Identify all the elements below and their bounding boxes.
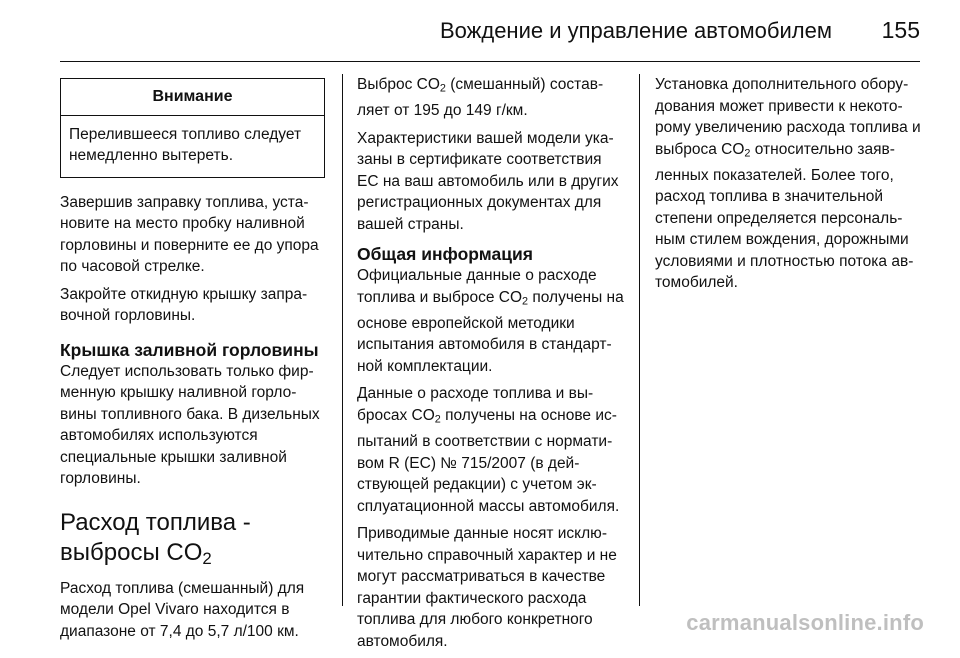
subscript: 2 bbox=[744, 147, 751, 160]
column-divider bbox=[342, 74, 343, 606]
header-divider bbox=[60, 61, 920, 62]
watermark: carmanualsonline.info bbox=[686, 610, 924, 635]
text-run: Установка дополнительного оборудования может привести к некоторому увеличению расхода топлива и выброса CO bbox=[655, 76, 921, 158]
subscript: 2 bbox=[202, 548, 212, 568]
text-run: Данные о расходе топлива и выбросах CO bbox=[357, 385, 594, 424]
warning-text: Перелившееся топливо следует немедленно вытереть. bbox=[69, 125, 302, 164]
paragraph: Расход топлива (смешанный) для модели Opel Vivaro находится в диапазоне от 7,4 до 5,7 л/100 км. bbox=[60, 579, 305, 640]
subscript: 2 bbox=[434, 413, 441, 426]
column-middle bbox=[357, 74, 625, 658]
warning-box bbox=[60, 78, 325, 178]
section-heading-line1: Расход топлива - bbox=[60, 508, 251, 536]
subscript: 2 bbox=[439, 82, 446, 95]
page-number: 155 bbox=[881, 17, 920, 43]
column-divider bbox=[639, 74, 640, 606]
text-run: Выброс CO bbox=[357, 76, 440, 93]
paragraph: Характеристики вашей модели указаны в сертификате соответствия ЕС на ваш автомобиль или в других регистрационных документах для вашей страны. bbox=[357, 129, 619, 233]
paragraph bbox=[357, 383, 625, 517]
subheading-general-info: Общая информация bbox=[357, 244, 533, 265]
paragraph: Следует использовать только фирменную крышку наливной горловины топливного бака. В дизельных автомобилях используются специальные крышки заливной горловины. bbox=[60, 362, 320, 487]
paragraph: Закройте откидную крышку заправочной горловины. bbox=[60, 285, 308, 324]
page-header bbox=[0, 0, 960, 62]
paragraph bbox=[655, 74, 923, 294]
subheading-fuel-cap: Крышка заливной горловины bbox=[60, 339, 319, 360]
column-right bbox=[655, 74, 923, 300]
paragraph bbox=[357, 265, 625, 377]
column-left bbox=[60, 72, 325, 648]
section-heading-fuel-consumption bbox=[60, 508, 325, 574]
section-heading-line2: выбросы CO bbox=[60, 538, 203, 566]
text-run: получены на основе европейской методики испытания автомобиля в стандартной комплектации. bbox=[357, 288, 624, 375]
subscript: 2 bbox=[522, 295, 529, 308]
header-title: Вождение и управление автомобилем bbox=[439, 18, 832, 43]
paragraph bbox=[357, 74, 625, 122]
text-run: Официальные данные о расходе топлива и выбросе CO bbox=[357, 267, 597, 306]
paragraph: Завершив заправку топлива, установите на место пробку наливной горловины и поверните ее до упора по часовой стрелке. bbox=[60, 193, 319, 275]
text-run: (смешанный) составляет от 195 до 149 г/км. bbox=[357, 76, 604, 120]
text-run: относительно заявленных показателей. Более того, расход топлива в значительной степени определяется персональным стилем вождения, дорожными условиями и плотностью потока автомобилей. bbox=[655, 140, 914, 292]
text-run: получены на основе испытаний в соответствии с нормативом R (EC) № 715/2007 (в действующей редакции) с учетом эксплуатационной массы автомобиля. bbox=[357, 406, 620, 515]
paragraph: Приводимые данные носят исключительно справочный характер и не могут рассматриваться в качестве гарантии фактического расхода топлива для любого конкретного автомобиля. bbox=[357, 525, 617, 650]
warning-title: Внимание bbox=[61, 79, 324, 116]
